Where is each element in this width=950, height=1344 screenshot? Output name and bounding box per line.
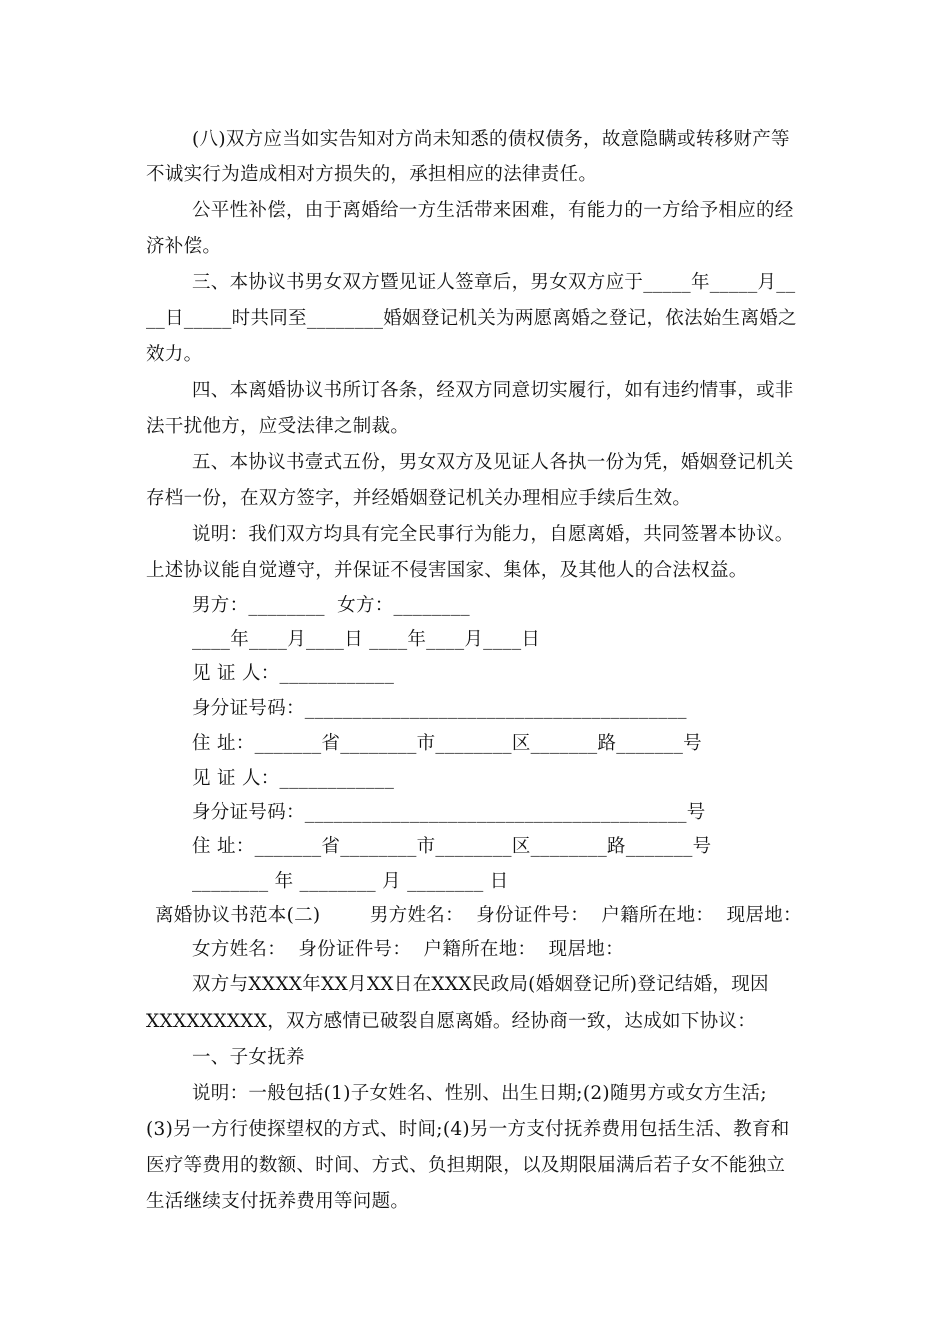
paragraph-line: 三、本协议书男女双方暨见证人签章后，男女双方应于_____年_____月__ — [192, 272, 796, 293]
id-number-line: 身分证号码：________________________________________ — [192, 698, 687, 719]
note-line: 说明：一般包括(1)子女姓名、性别、出生日期;(2)随男方或女方生活; — [192, 1083, 767, 1104]
parties-signature-line: 男方：________ 女方：________ — [192, 595, 470, 616]
witness-line: 见 证 人：____________ — [192, 768, 395, 789]
note-line: 生活继续支付抚养费用等问题。 — [146, 1191, 410, 1212]
paragraph-line: 公平性补偿，由于离婚给一方生活带来困难，有能力的一方给予相应的经 — [192, 200, 794, 221]
paragraph-line: 说明：我们双方均具有完全民事行为能力，自愿离婚，共同签署本协议。 — [192, 524, 794, 545]
final-date-line: ________ 年 ________ 月 ________ 日 — [192, 871, 509, 892]
note-line: 医疗等费用的数额、时间、方式、负担期限，以及期限届满后若子女不能独立 — [146, 1155, 786, 1176]
dates-line: ____年____月____日 ____年____月____日 — [192, 629, 541, 650]
address-line: 住 址：_______省________市________区_______路_______号 — [192, 733, 702, 754]
sample2-header: 离婚协议书范本(二) 男方姓名： 身份证件号： 户籍所在地： 现居地： — [155, 905, 802, 926]
marriage-line: 双方与XXXX年XX月XX日在XXX民政局(婚姻登记所)登记结婚，现因 — [192, 974, 769, 995]
paragraph-line: 效力。 — [146, 344, 203, 365]
paragraph-line: 法干扰他方，应受法律之制裁。 — [146, 416, 410, 437]
paragraph-line: 五、本协议书壹式五份，男女双方及见证人各执一份为凭，婚姻登记机关 — [192, 452, 794, 473]
paragraph-line: 四、本离婚协议书所订各条，经双方同意切实履行，如有违约情事，或非 — [192, 380, 794, 401]
paragraph-line: (八)双方应当如实告知对方尚未知悉的债权债务，故意隐瞒或转移财产等 — [192, 129, 790, 150]
paragraph-line: 济补偿。 — [146, 236, 222, 257]
paragraph-line: 不诚实行为造成相对方损失的，承担相应的法律责任。 — [146, 164, 598, 185]
paragraph-line: 存档一份，在双方签字，并经婚姻登记机关办理相应手续后生效。 — [146, 488, 692, 509]
section-heading: 一、子女抚养 — [192, 1047, 305, 1068]
marriage-line: XXXXXXXXX，双方感情已破裂自愿离婚。经协商一致，达成如下协议： — [146, 1011, 757, 1032]
paragraph-line: 上述协议能自觉遵守，并保证不侵害国家、集体，及其他人的合法权益。 — [146, 560, 748, 581]
paragraph-line: __日_____时共同至________婚姻登记机关为两愿离婚之登记，依法始生离婚之 — [146, 308, 797, 329]
female-info-line: 女方姓名： 身份证件号： 户籍所在地： 现居地： — [192, 939, 624, 960]
address-line: 住 址：_______省________市________区________路_______号 — [192, 836, 712, 857]
note-line: (3)另一方行使探望权的方式、时间;(4)另一方支付抚养费用包括生活、教育和 — [146, 1119, 790, 1140]
id-number-line: 身分证号码：________________________________________号 — [192, 802, 706, 823]
witness-line: 见 证 人：____________ — [192, 663, 395, 684]
